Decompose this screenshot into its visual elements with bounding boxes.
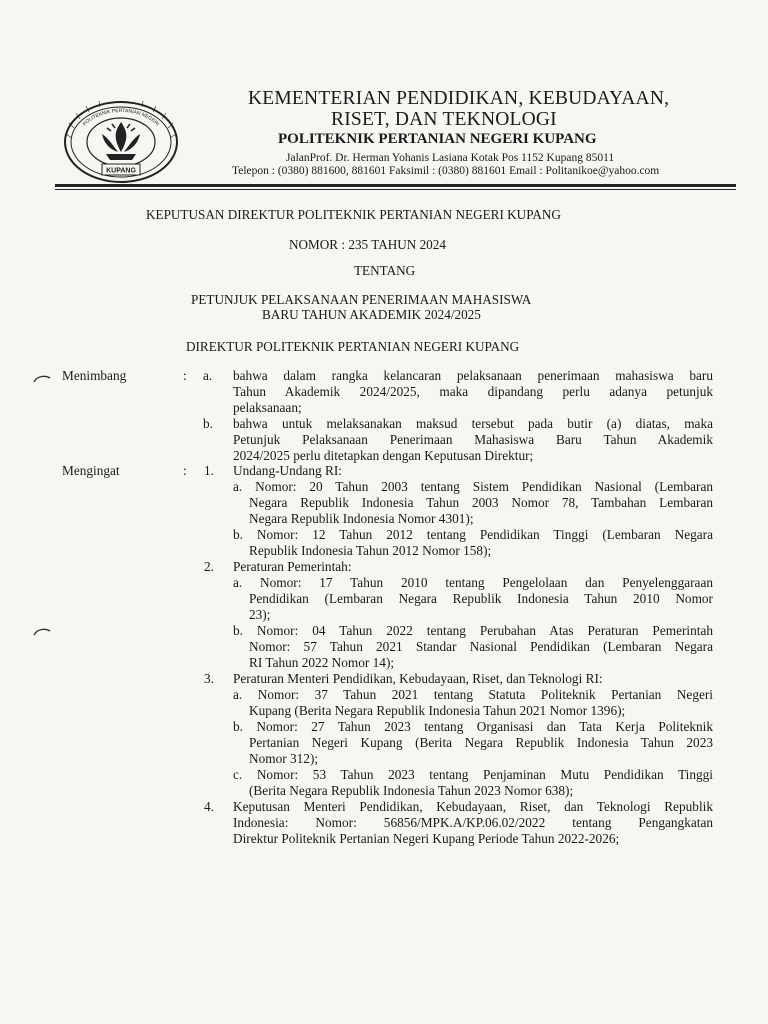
mengingat-2a-line-3: 23); bbox=[249, 607, 271, 622]
menimbang-a-line-2: Tahun Akademik 2024/2025, maka dipandang perlu adanya petunjuk bbox=[233, 384, 713, 399]
institution-contact: Telepon : (0380) 881600, 881601 Faksimil : (0380) 881601 Email : Politanikoe@yahoo.com bbox=[232, 165, 660, 177]
margin-mark bbox=[33, 374, 51, 384]
mengingat-1a-line-2: Negara Republik Indonesia Tahun 2003 Nomor 78, Tambahan Lembaran bbox=[249, 495, 713, 510]
mengingat-3b-line-3: Nomor 312); bbox=[249, 751, 319, 766]
mengingat-1a-line-1: a. Nomor: 20 Tahun 2003 tentang Sistem Pendidikan Nasional (Lembaran bbox=[233, 479, 713, 494]
logo-arc-text: POLITEKNIK PERTANIAN NEGERI bbox=[81, 107, 161, 128]
menimbang-a-line-1: bahwa dalam rangka kelancaran pelaksanaan penerimaan mahasiswa baru bbox=[233, 368, 713, 383]
menimbang-b-line-1: bahwa untuk melaksanakan maksud tersebut pada butir (a) diatas, maka bbox=[233, 416, 713, 431]
mengingat-3b-line-2: Pertanian Negeri Kupang (Berita Negara Republik Indonesia Tahun 2023 bbox=[249, 735, 713, 750]
menimbang-a-line-3: pelaksanaan; bbox=[233, 400, 302, 415]
decree-subject-line-2: BARU TAHUN AKADEMIK 2024/2025 bbox=[262, 307, 481, 322]
letterhead-thin-rule bbox=[55, 189, 736, 190]
decree-subject-line-1: PETUNJUK PELAKSANAAN PENERIMAAN MAHASISWA bbox=[191, 292, 532, 307]
mengingat-4-line-1: Keputusan Menteri Pendidikan, Kebudayaan, Riset, dan Teknologi Republik bbox=[233, 799, 713, 814]
margin-mark bbox=[33, 627, 51, 637]
mengingat-2b-line-1: b. Nomor: 04 Tahun 2022 tentang Perubahan Atas Peraturan Pemerintah bbox=[233, 623, 713, 638]
institution-logo bbox=[62, 100, 180, 184]
mengingat-label: Mengingat bbox=[62, 463, 120, 478]
menimbang-label: Menimbang bbox=[62, 368, 127, 383]
mengingat-1b-line-2: Republik Indonesia Tahun 2012 Nomor 158); bbox=[249, 543, 492, 558]
menimbang-b-line-2: Petunjuk Pelaksanaan Penerimaan Mahasiswa Baru Tahun Akademik bbox=[233, 432, 713, 447]
mengingat-2b-line-2: Nomor: 57 Tahun 2021 Standar Nasional Pendidikan (Lembaran Negara bbox=[249, 639, 713, 654]
mengingat-2b-line-3: RI Tahun 2022 Nomor 14); bbox=[249, 655, 395, 670]
menimbang-colon: : bbox=[183, 368, 187, 383]
institution-name: POLITEKNIK PERTANIAN NEGERI KUPANG bbox=[278, 131, 597, 147]
decree-about: TENTANG bbox=[354, 263, 416, 278]
mengingat-3a-line-2: Kupang (Berita Negara Republik Indonesia Tahun 2021 Nomor 1396); bbox=[249, 703, 626, 718]
menimbang-b-marker: b. bbox=[203, 416, 213, 431]
mengingat-1-title: Undang-Undang RI: bbox=[233, 463, 342, 478]
mengingat-3b-line-1: b. Nomor: 27 Tahun 2023 tentang Organisasi dan Tata Kerja Politeknik bbox=[233, 719, 713, 734]
mengingat-3-title: Peraturan Menteri Pendidikan, Kebudayaan, Riset, dan Teknologi RI: bbox=[233, 671, 603, 686]
mengingat-4-marker: 4. bbox=[204, 799, 214, 814]
ministry-line-2: RISET, DAN TEKNOLOGI bbox=[331, 109, 557, 130]
mengingat-3a-line-1: a. Nomor: 37 Tahun 2021 tentang Statuta Politeknik Pertanian Negeri bbox=[233, 687, 713, 702]
mengingat-3-marker: 3. bbox=[204, 671, 214, 686]
mengingat-2-marker: 2. bbox=[204, 559, 214, 574]
ministry-line-1: KEMENTERIAN PENDIDIKAN, KEBUDAYAAN, bbox=[248, 88, 670, 109]
mengingat-4-line-3: Direktur Politeknik Pertanian Negeri Kupang Periode Tahun 2022-2026; bbox=[233, 831, 620, 846]
menimbang-a-marker: a. bbox=[203, 368, 213, 383]
decree-number: NOMOR : 235 TAHUN 2024 bbox=[289, 237, 446, 252]
mengingat-2a-line-1: a. Nomor: 17 Tahun 2010 tentang Pengelolaan dan Penyelenggaraan bbox=[233, 575, 713, 590]
mengingat-1a-line-3: Negara Republik Indonesia Nomor 4301); bbox=[249, 511, 474, 526]
menimbang-b-line-3: 2024/2025 perlu ditetapkan dengan Keputusan Direktur; bbox=[233, 448, 534, 463]
mengingat-3c-line-1: c. Nomor: 53 Tahun 2023 tentang Penjaminan Mutu Pendidikan Tinggi bbox=[233, 767, 713, 782]
decree-issuer: DIREKTUR POLITEKNIK PERTANIAN NEGERI KUPANG bbox=[186, 339, 520, 354]
mengingat-4-line-2: Indonesia: Nomor: 56856/MPK.A/KP.06.02/2022 tentang Pengangkatan bbox=[233, 815, 713, 830]
mengingat-3c-line-2: (Berita Negara Republik Indonesia Tahun 2023 Nomor 638); bbox=[249, 783, 574, 798]
letterhead-thick-rule bbox=[55, 184, 736, 187]
mengingat-colon: : bbox=[183, 463, 187, 478]
mengingat-2a-line-2: Pendidikan (Lembaran Negara Republik Indonesia Tahun 2010 Nomor bbox=[249, 591, 713, 606]
institution-address: JalanProf. Dr. Herman Yohanis Lasiana Kotak Pos 1152 Kupang 85011 bbox=[286, 152, 615, 164]
mengingat-2-title: Peraturan Pemerintah: bbox=[233, 559, 352, 574]
logo-city-label: KUPANG bbox=[106, 167, 136, 175]
mengingat-1-marker: 1. bbox=[204, 463, 214, 478]
decree-title: KEPUTUSAN DIREKTUR POLITEKNIK PERTANIAN NEGERI KUPANG bbox=[146, 207, 561, 222]
mengingat-1b-line-1: b. Nomor: 12 Tahun 2012 tentang Pendidikan Tinggi (Lembaran Negara bbox=[233, 527, 713, 542]
